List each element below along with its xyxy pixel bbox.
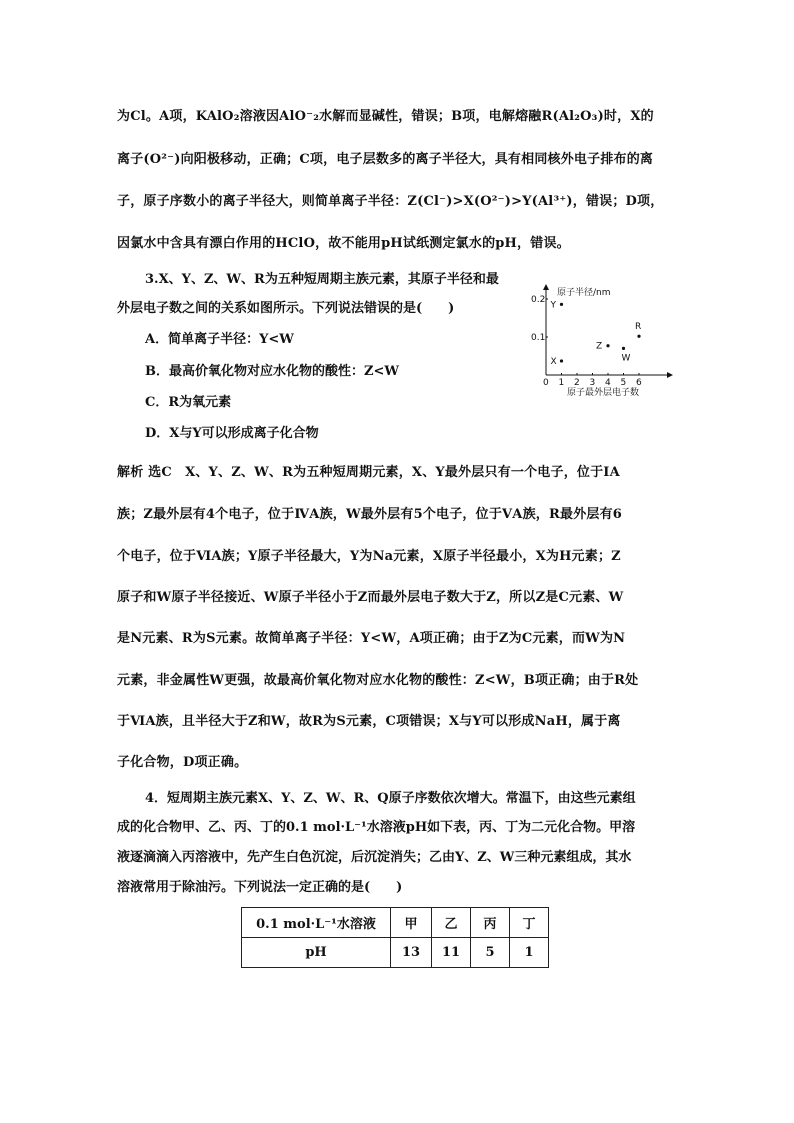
table-header-row (242, 908, 549, 938)
q4-stem-line-3: 液逐滴滴入丙溶液中，先产生白色沉淀，后沉淀消失；乙由Y、Z、W三种元素组成，其水 (117, 850, 632, 865)
point-y (560, 303, 563, 306)
q2-explanation-line-4: 因氯水中含具有漂白作用的HClO，故不能用pH试纸测定氯水的pH，错误。 (117, 236, 570, 251)
q4-stem-line-4: 溶液常用于除油污。下列说法一定正确的是( ) (117, 880, 403, 895)
q3-stem-line-1: 3.X、Y、Z、W、R为五种短周期主族元素，其原子半径和最 (145, 272, 499, 287)
q3-option-b: B．最高价氧化物对应水化物的酸性：Z<W (145, 364, 399, 379)
q3-stem-line-2: 外层电子数之间的关系如图所示。下列说法错误的是( ) (117, 301, 455, 316)
q2-explanation-line-1: 为Cl。A项，KAlO₂溶液因AlO⁻₂水解而显碱性，错误；B项，电解熔融R(Al₂O₃)时，X的 (117, 109, 654, 124)
q3-explanation-line-5: 是N元素、R为S元素。故简单离子半径：Y<W，A项正确；由于Z为C元素，而W为N (117, 631, 626, 646)
q4-stem-line-1: 4．短周期主族元素X、Y、Z、W、R、Q原子序数依次增大。常温下，由这些元素组 (145, 791, 636, 806)
atomic-radius-chart (527, 282, 677, 402)
x-tick-label: 0 (543, 378, 549, 388)
table-header-cell: 甲 (391, 908, 432, 938)
point-label-r: R (635, 322, 642, 333)
table-header-cell: 丁 (510, 908, 549, 938)
q3-option-d: D．X与Y可以形成离子化合物 (145, 426, 319, 441)
q3-explanation-line-2: 族；Z最外层有4个电子，位于ⅣA族，W最外层有5个电子，位于ⅤA族，R最外层有6 (117, 507, 623, 522)
table-header-label: 0.1 mol·L⁻¹水溶液 (242, 908, 391, 938)
ph-table (241, 907, 549, 968)
q3-explanation-line-1: 解析 选C X、Y、Z、W、R为五种短周期元素，X、Y最外层只有一个电子，位于ⅠA (117, 465, 620, 480)
point-label-w: W (621, 353, 631, 364)
q4-stem-line-2: 成的化合物甲、乙、丙、丁的0.1 mol·L⁻¹水溶液pH如下表，丙、丁为二元化合物。甲溶 (117, 820, 636, 835)
x-tick-label: 3 (589, 378, 596, 388)
q3-explanation-line-3: 个电子，位于ⅥA族；Y原子半径最大，Y为Na元素，X原子半径最小，X为H元素；Z (117, 549, 621, 564)
point-label-y: Y (550, 300, 556, 311)
x-tick-label: 6 (636, 378, 642, 388)
point-label-z: Z (596, 341, 603, 352)
y-tick-label: 0.2 (531, 295, 546, 305)
q3-explanation-line-7: 于ⅥA族，且半径大于Z和W，故R为S元素，C项错误；X与Y可以形成NaH，属于离 (117, 714, 621, 729)
q3-explanation-line-6: 元素，非金属性W更强，故最高价氧化物对应水化物的酸性：Z<W，B项正确；由于R处 (117, 673, 639, 688)
y-axis-arrow (543, 284, 549, 290)
q3-option-c: C．R为氧元素 (145, 395, 232, 410)
q3-option-a: A．简单离子半径：Y<W (145, 332, 294, 347)
q2-explanation-line-3: 子，原子序数小的离子半径大，则简单离子半径：Z(Cl⁻)>X(O²⁻)>Y(Al³⁺)，错误；D项， (117, 194, 664, 209)
q3-explanation-line-4: 原子和W原子半径接近、W原子半径小于Z而最外层电子数大于Z，所以Z是C元素、W (117, 590, 624, 605)
point-r (637, 335, 640, 338)
q3-explanation-line-8: 子化合物，D项正确。 (117, 755, 248, 770)
table-cell: 11 (432, 938, 471, 968)
table-cell: 1 (510, 938, 549, 968)
x-axis-arrow (667, 372, 673, 378)
table-cell: 13 (391, 938, 432, 968)
point-z (606, 344, 609, 347)
y-axis-label: 原子半径/nm (557, 288, 611, 298)
table-row-label: pH (242, 938, 391, 968)
point-label-x: X (550, 356, 557, 367)
table-row (242, 938, 549, 968)
point-x (560, 359, 563, 362)
y-tick-label: 0.1 (531, 333, 546, 343)
x-axis-label: 原子最外层电子数 (567, 388, 640, 398)
x-tick-label: 4 (605, 378, 611, 388)
x-tick-label: 5 (620, 378, 627, 388)
q2-explanation-line-2: 离子(O²⁻)向阳极移动，正确；C项，电子层数多的离子半径大，具有相同核外电子排布的离 (117, 152, 654, 167)
table-header-cell: 丙 (471, 908, 510, 938)
point-w (622, 347, 625, 350)
x-tick-label: 2 (574, 378, 580, 388)
table-header-cell: 乙 (432, 908, 471, 938)
x-tick-label: 1 (558, 378, 565, 388)
table-cell: 5 (471, 938, 510, 968)
